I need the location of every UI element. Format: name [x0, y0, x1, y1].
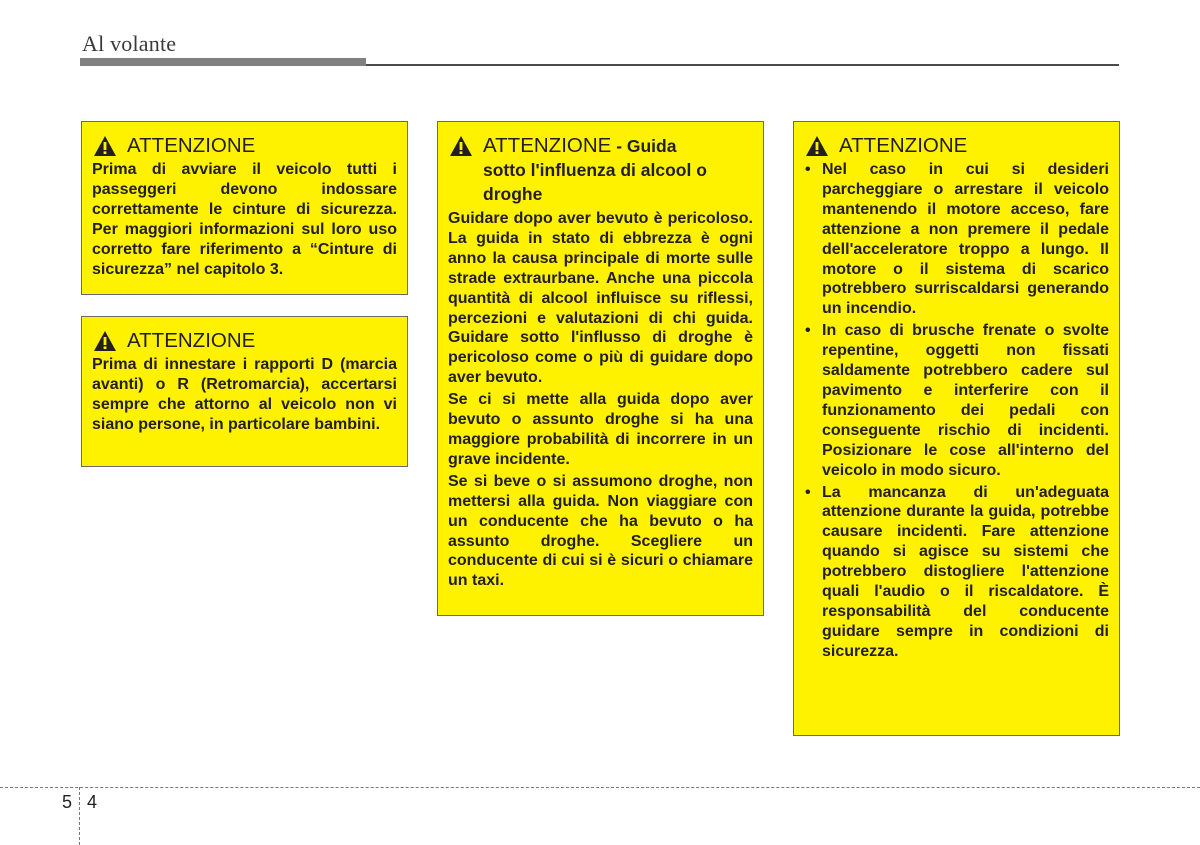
warning-title: ATTENZIONE — [127, 134, 256, 157]
warning-title: ATTENZIONE — [127, 329, 256, 352]
warning-title-main: ATTENZIONE — [483, 134, 612, 157]
warning-text: Prima di avviare il veicolo tutti i passeggeri devono indossare correttamente le cinture di sicurezza. Per maggiori informazioni sul loro uso corretto fare riferimento a “Cinture di sicurezza” nel capitolo 3. — [92, 161, 397, 278]
header-rule-thin — [366, 64, 1119, 66]
warning-paragraph: Se ci si mette alla guida dopo aver bevuto o assunto droghe si ha una maggiore probabilità di incorrere in un grave incidente. — [448, 391, 753, 468]
warning-paragraph: Guidare dopo aver bevuto è pericoloso. La guida in stato di ebbrezza è ogni anno la causa principale di morte sulle strade extraurbane. Anche una piccola quantità di alcool influisce su riflessi, percezioni e valutazioni di chi guida. Guidare sotto l'influsso di droghe è pericoloso come o più di guidare dopo aver bevuto. — [448, 210, 753, 387]
page-header-title: Al volante — [82, 31, 177, 56]
warning-title — [483, 134, 753, 206]
warning-text: Prima di innestare i rapporti D (marcia avanti) o R (Retromarcia), accertarsi sempre che attorno al veicolo non vi siano persone, in particolare bambini. — [92, 356, 397, 433]
warning-bullet-item: • In caso di brusche frenate o svolte repentine, oggetti non fissati saldamente potrebbero cadere sul pavimento e interferire con il funzionamento dei pedali con conseguente rischio di incidenti. Posizionare le cose all'interno del veicolo in modo sicuro. — [804, 321, 1109, 480]
page-chapter-number: 5 — [62, 792, 73, 812]
warning-bullet-list — [804, 160, 1109, 662]
warning-box-alcohol-drugs — [437, 121, 764, 616]
warning-header — [92, 329, 397, 352]
warning-box-gear-selection — [81, 316, 408, 467]
warning-triangle-icon — [449, 135, 473, 157]
warning-header — [92, 134, 397, 157]
warning-subtitle: sotto l'influenza di alcool o droghe — [483, 160, 707, 204]
warning-header — [804, 134, 1109, 157]
warning-title: ATTENZIONE — [839, 134, 968, 157]
footer-dashed-divider — [79, 787, 80, 845]
warning-box-driving-safety — [793, 121, 1120, 736]
warning-triangle-icon — [93, 330, 117, 352]
warning-bullet-item: • Nel caso in cui si desideri parcheggiare o arrestare il veicolo mantenendo il motore acceso, fare attenzione a non premere il pedale dell'acceleratore troppo a lungo. Il motore o il sistema di scarico potrebbero surriscaldarsi generando un incendio. — [804, 160, 1109, 319]
warning-triangle-icon — [805, 135, 829, 157]
page-number: 4 — [87, 792, 98, 812]
header-rule-thick — [80, 58, 366, 66]
warning-box-seatbelts — [81, 121, 408, 295]
warning-paragraph: Se si beve o si assumono droghe, non mettersi alla guida. Non viaggiare con un conducente che ha bevuto o ha assunto droghe. Scegliere un conducente di cui si è sicuri o chiamare un taxi. — [448, 472, 753, 590]
warning-bullet-item: • La mancanza di un'adeguata attenzione durante la guida, potrebbe causare incidenti. Fare attenzione quando si agisce su sistemi che potrebbero distogliere l'attenzione quali l'audio o il riscaldatore. È responsabilità del conducente guidare sempre in condizioni di sicurezza. — [804, 483, 1109, 662]
footer-dashed-line — [0, 787, 1200, 788]
warning-triangle-icon — [93, 135, 117, 157]
warning-subtitle-dash: - Guida — [611, 136, 677, 156]
warning-header — [448, 134, 753, 206]
